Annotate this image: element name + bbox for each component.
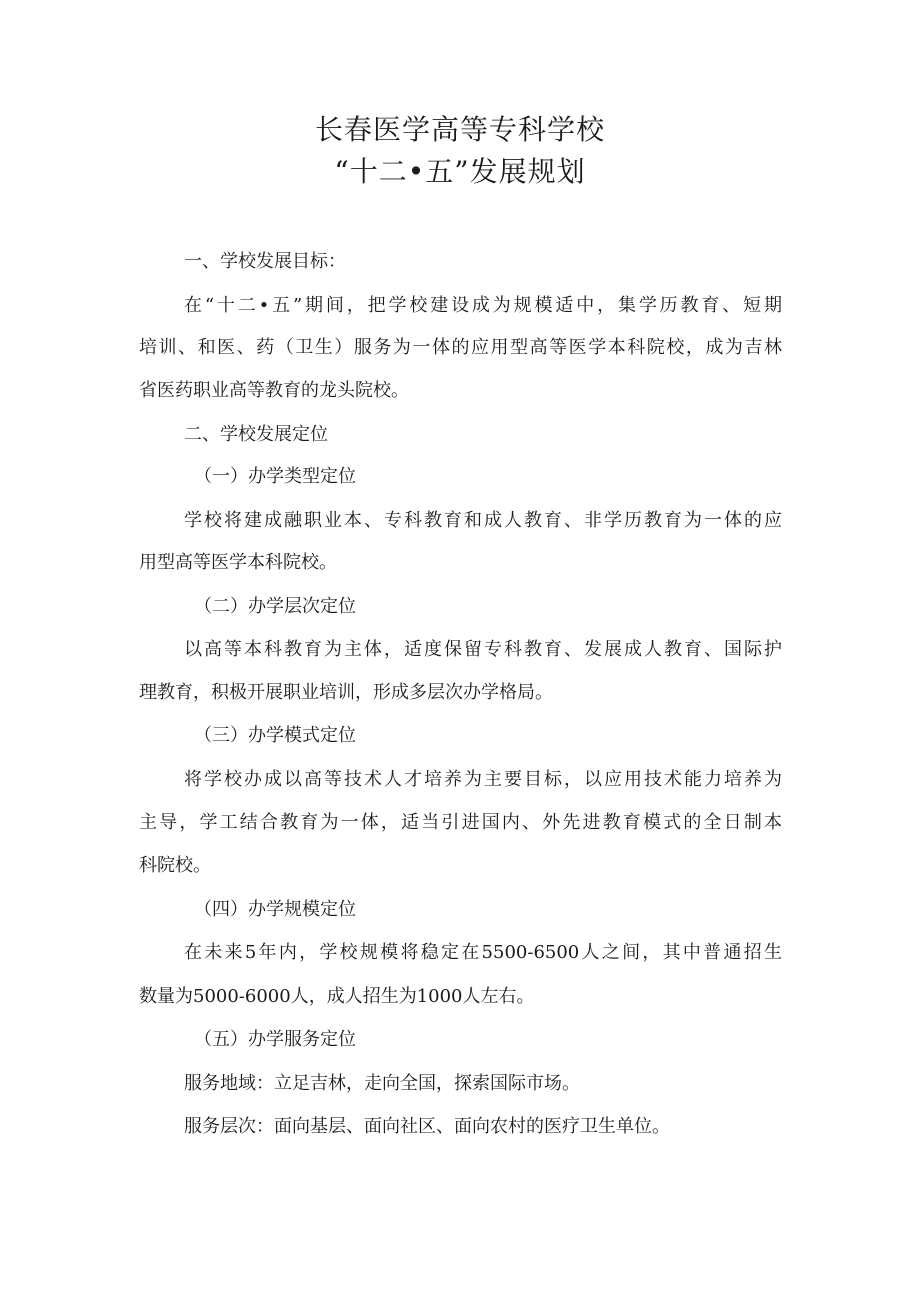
subheading-scale: （四）办学规模定位 bbox=[194, 899, 356, 920]
type-paragraph-line: 学校将建成融职业本、专科教育和成人教育、非学历教育为一体的应 bbox=[184, 510, 782, 531]
mode-paragraph-line: 主导，学工结合教育为一体，适当引进国内、外先进教育模式的全日制本 bbox=[139, 812, 782, 833]
scale-paragraph-line: 数量为5000-6000人，成人招生为1000人左右。 bbox=[139, 986, 535, 1007]
section-heading-positioning: 二、学校发展定位 bbox=[184, 424, 328, 445]
subheading-service: （五）办学服务定位 bbox=[194, 1029, 356, 1050]
goals-paragraph-line: 在“十二•五”期间，把学校建设成为规模适中，集学历教育、短期 bbox=[184, 295, 782, 316]
mode-paragraph-line: 科院校。 bbox=[139, 855, 211, 876]
document-subtitle: “十二•五”发展规划 bbox=[334, 155, 586, 188]
goals-paragraph-line: 省医药职业高等教育的龙头院校。 bbox=[139, 380, 409, 401]
document-title: 长春医学高等专科学校 bbox=[314, 113, 605, 146]
goals-paragraph-line: 培训、和医、药（卫生）服务为一体的应用型高等医学本科院校，成为吉林 bbox=[139, 337, 782, 358]
mode-paragraph-line: 将学校办成以高等技术人才培养为主要目标，以应用技术能力培养为 bbox=[184, 769, 782, 790]
subheading-level: （二）办学层次定位 bbox=[194, 596, 356, 617]
level-paragraph-line: 理教育，积极开展职业培训，形成多层次办学格局。 bbox=[139, 682, 553, 703]
level-paragraph-line: 以高等本科教育为主体，适度保留专科教育、发展成人教育、国际护 bbox=[184, 639, 782, 660]
type-paragraph-line: 用型高等医学本科院校。 bbox=[139, 552, 337, 573]
subheading-mode: （三）办学模式定位 bbox=[194, 725, 356, 746]
section-heading-goals: 一、学校发展目标： bbox=[184, 251, 346, 272]
service-level-line: 服务层次：面向基层、面向社区、面向农村的医疗卫生单位。 bbox=[184, 1116, 670, 1137]
subheading-type: （一）办学类型定位 bbox=[194, 466, 356, 487]
service-region-line: 服务地域：立足吉林，走向全国，探索国际市场。 bbox=[184, 1073, 580, 1094]
scale-paragraph-line: 在未来5年内，学校规模将稳定在5500-6500人之间，其中普通招生 bbox=[184, 942, 782, 963]
